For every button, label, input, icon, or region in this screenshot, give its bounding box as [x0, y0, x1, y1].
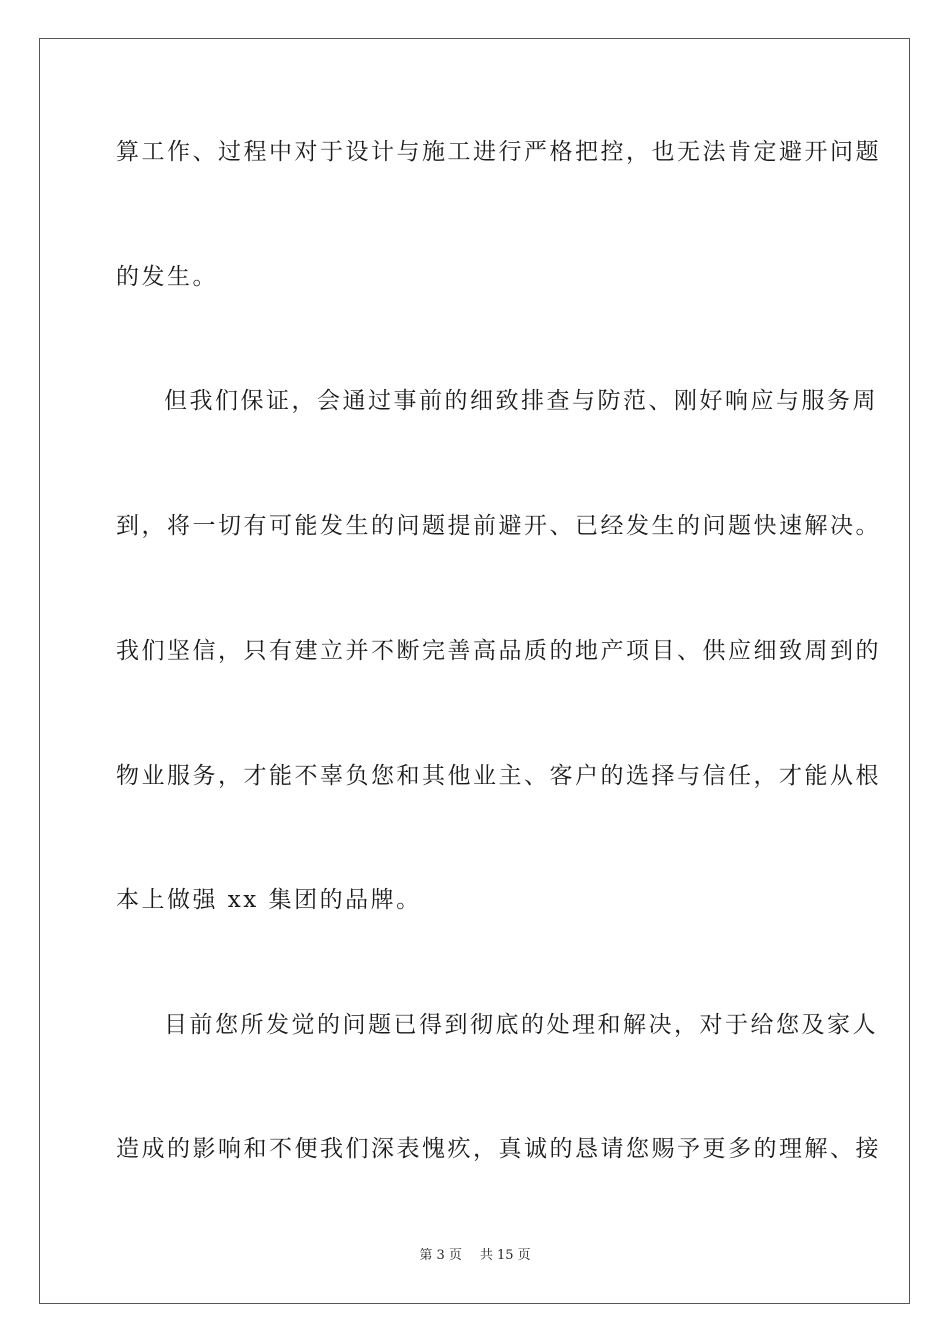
page-number: 第 3 页: [419, 1248, 462, 1263]
text-line-4: 到，将一切有可能发生的问题提前避开、已经发生的问题快速解决。: [116, 513, 881, 539]
text-line-3: 但我们保证，会通过事前的细致排查与防范、刚好响应与服务周: [164, 388, 878, 414]
page-frame: [39, 38, 910, 1304]
text-line-2: 的发生。: [116, 264, 218, 290]
text-line-9: 造成的影响和不便我们深表愧疚，真诚的恳请您赐予更多的理解、接: [116, 1136, 881, 1162]
text-line-1: 算工作、过程中对于设计与施工进行严格把控，也无法肯定避开问题: [116, 139, 881, 165]
text-line-8: 目前您所发觉的问题已得到彻底的处理和解决，对于给您及家人: [164, 1012, 878, 1038]
text-line-6: 物业服务，才能不辜负您和其他业主、客户的选择与信任，才能从根: [116, 763, 881, 789]
page-footer: [0, 1247, 950, 1265]
text-line-5: 我们坚信，只有建立并不断完善高品质的地产项目、供应细致周到的: [116, 638, 881, 664]
page-total: 共 15 页: [479, 1248, 531, 1263]
text-line-7: 本上做强 xx 集团的品牌。: [116, 887, 422, 913]
